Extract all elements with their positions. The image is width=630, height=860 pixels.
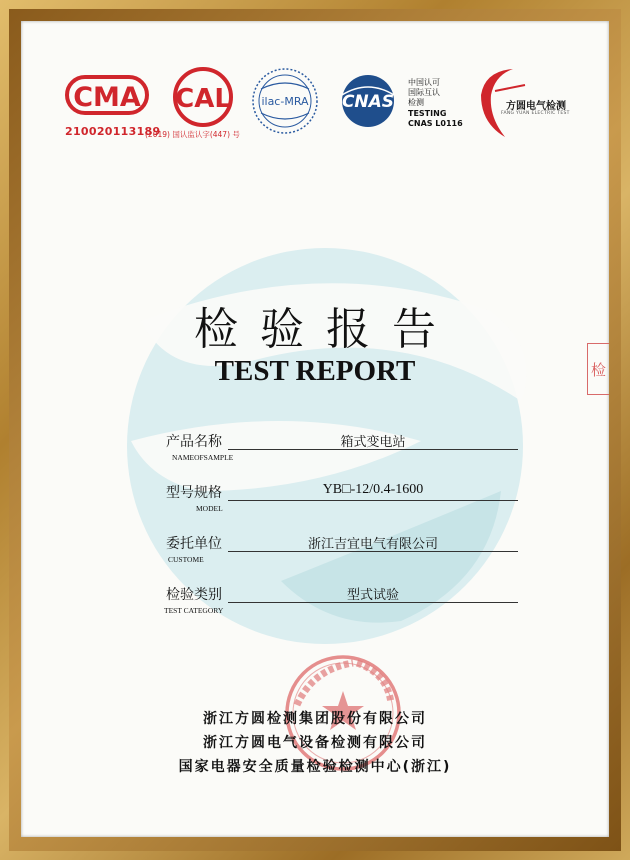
- field-value: 浙江吉宜电气有限公司: [307, 537, 438, 552]
- report-title-en: TEST REPORT: [214, 355, 416, 387]
- side-seal-fragment: 检: [587, 343, 609, 395]
- field-value: YB□-12/0.4-1600: [322, 482, 424, 497]
- cnas-cn-caption: [408, 78, 458, 108]
- field-underline: [228, 500, 518, 501]
- cnas-en-line: CNAS L0116: [408, 119, 463, 128]
- cnas-cn-line: 中国认可: [408, 78, 440, 87]
- cnas-logo: [327, 73, 409, 129]
- organization-line: 浙江方圆电气设备检测有限公司: [203, 735, 427, 751]
- fangyuan-en-name: FANG YUAN ELECTRIC TEST: [501, 111, 570, 116]
- field-label-cn: 检验类别: [166, 587, 222, 603]
- field-label-cn: 产品名称: [166, 434, 222, 450]
- report-title-cn: 检验报告: [194, 304, 458, 355]
- certificate-paper: [21, 21, 609, 837]
- cal-logo-text: CAL: [175, 84, 231, 114]
- cal-logo: [168, 66, 238, 128]
- cma-logo-text: CMA: [73, 82, 141, 113]
- cnas-en-line: TESTING: [408, 109, 447, 118]
- organization-line: 浙江方圆检测集团股份有限公司: [203, 711, 427, 727]
- cnas-cn-line: 检测: [408, 98, 424, 107]
- cnas-en-caption: [408, 109, 463, 129]
- field-label-cn: 委托单位: [166, 536, 222, 552]
- cma-certificate-code: 210020113189: [65, 125, 161, 138]
- cnas-cn-line: 国际互认: [408, 88, 440, 97]
- ilac-mra-logo: [249, 67, 321, 135]
- field-label-en: CUSTOME: [168, 555, 204, 564]
- cma-logo: [65, 69, 149, 121]
- fangyuan-name: 方圆电气检测: [506, 101, 566, 112]
- field-label-en: NAMEOFSAMPLE: [172, 453, 234, 462]
- cal-certificate-code: (2019) 国认监认字(447) 号: [145, 130, 240, 139]
- field-label-cn: 型号规格: [166, 485, 222, 501]
- field-value: 型式试验: [346, 588, 399, 603]
- field-value: 箱式变电站: [340, 435, 406, 450]
- field-label-en: MODEL: [196, 504, 223, 513]
- field-label-en: TEST CATEGORY: [164, 606, 224, 615]
- organization-line: 国家电器安全质量检验检测中心(浙江): [178, 759, 452, 775]
- cnas-logo-text: CNAS: [341, 92, 395, 112]
- ilac-logo-text: ilac-MRA: [261, 95, 309, 108]
